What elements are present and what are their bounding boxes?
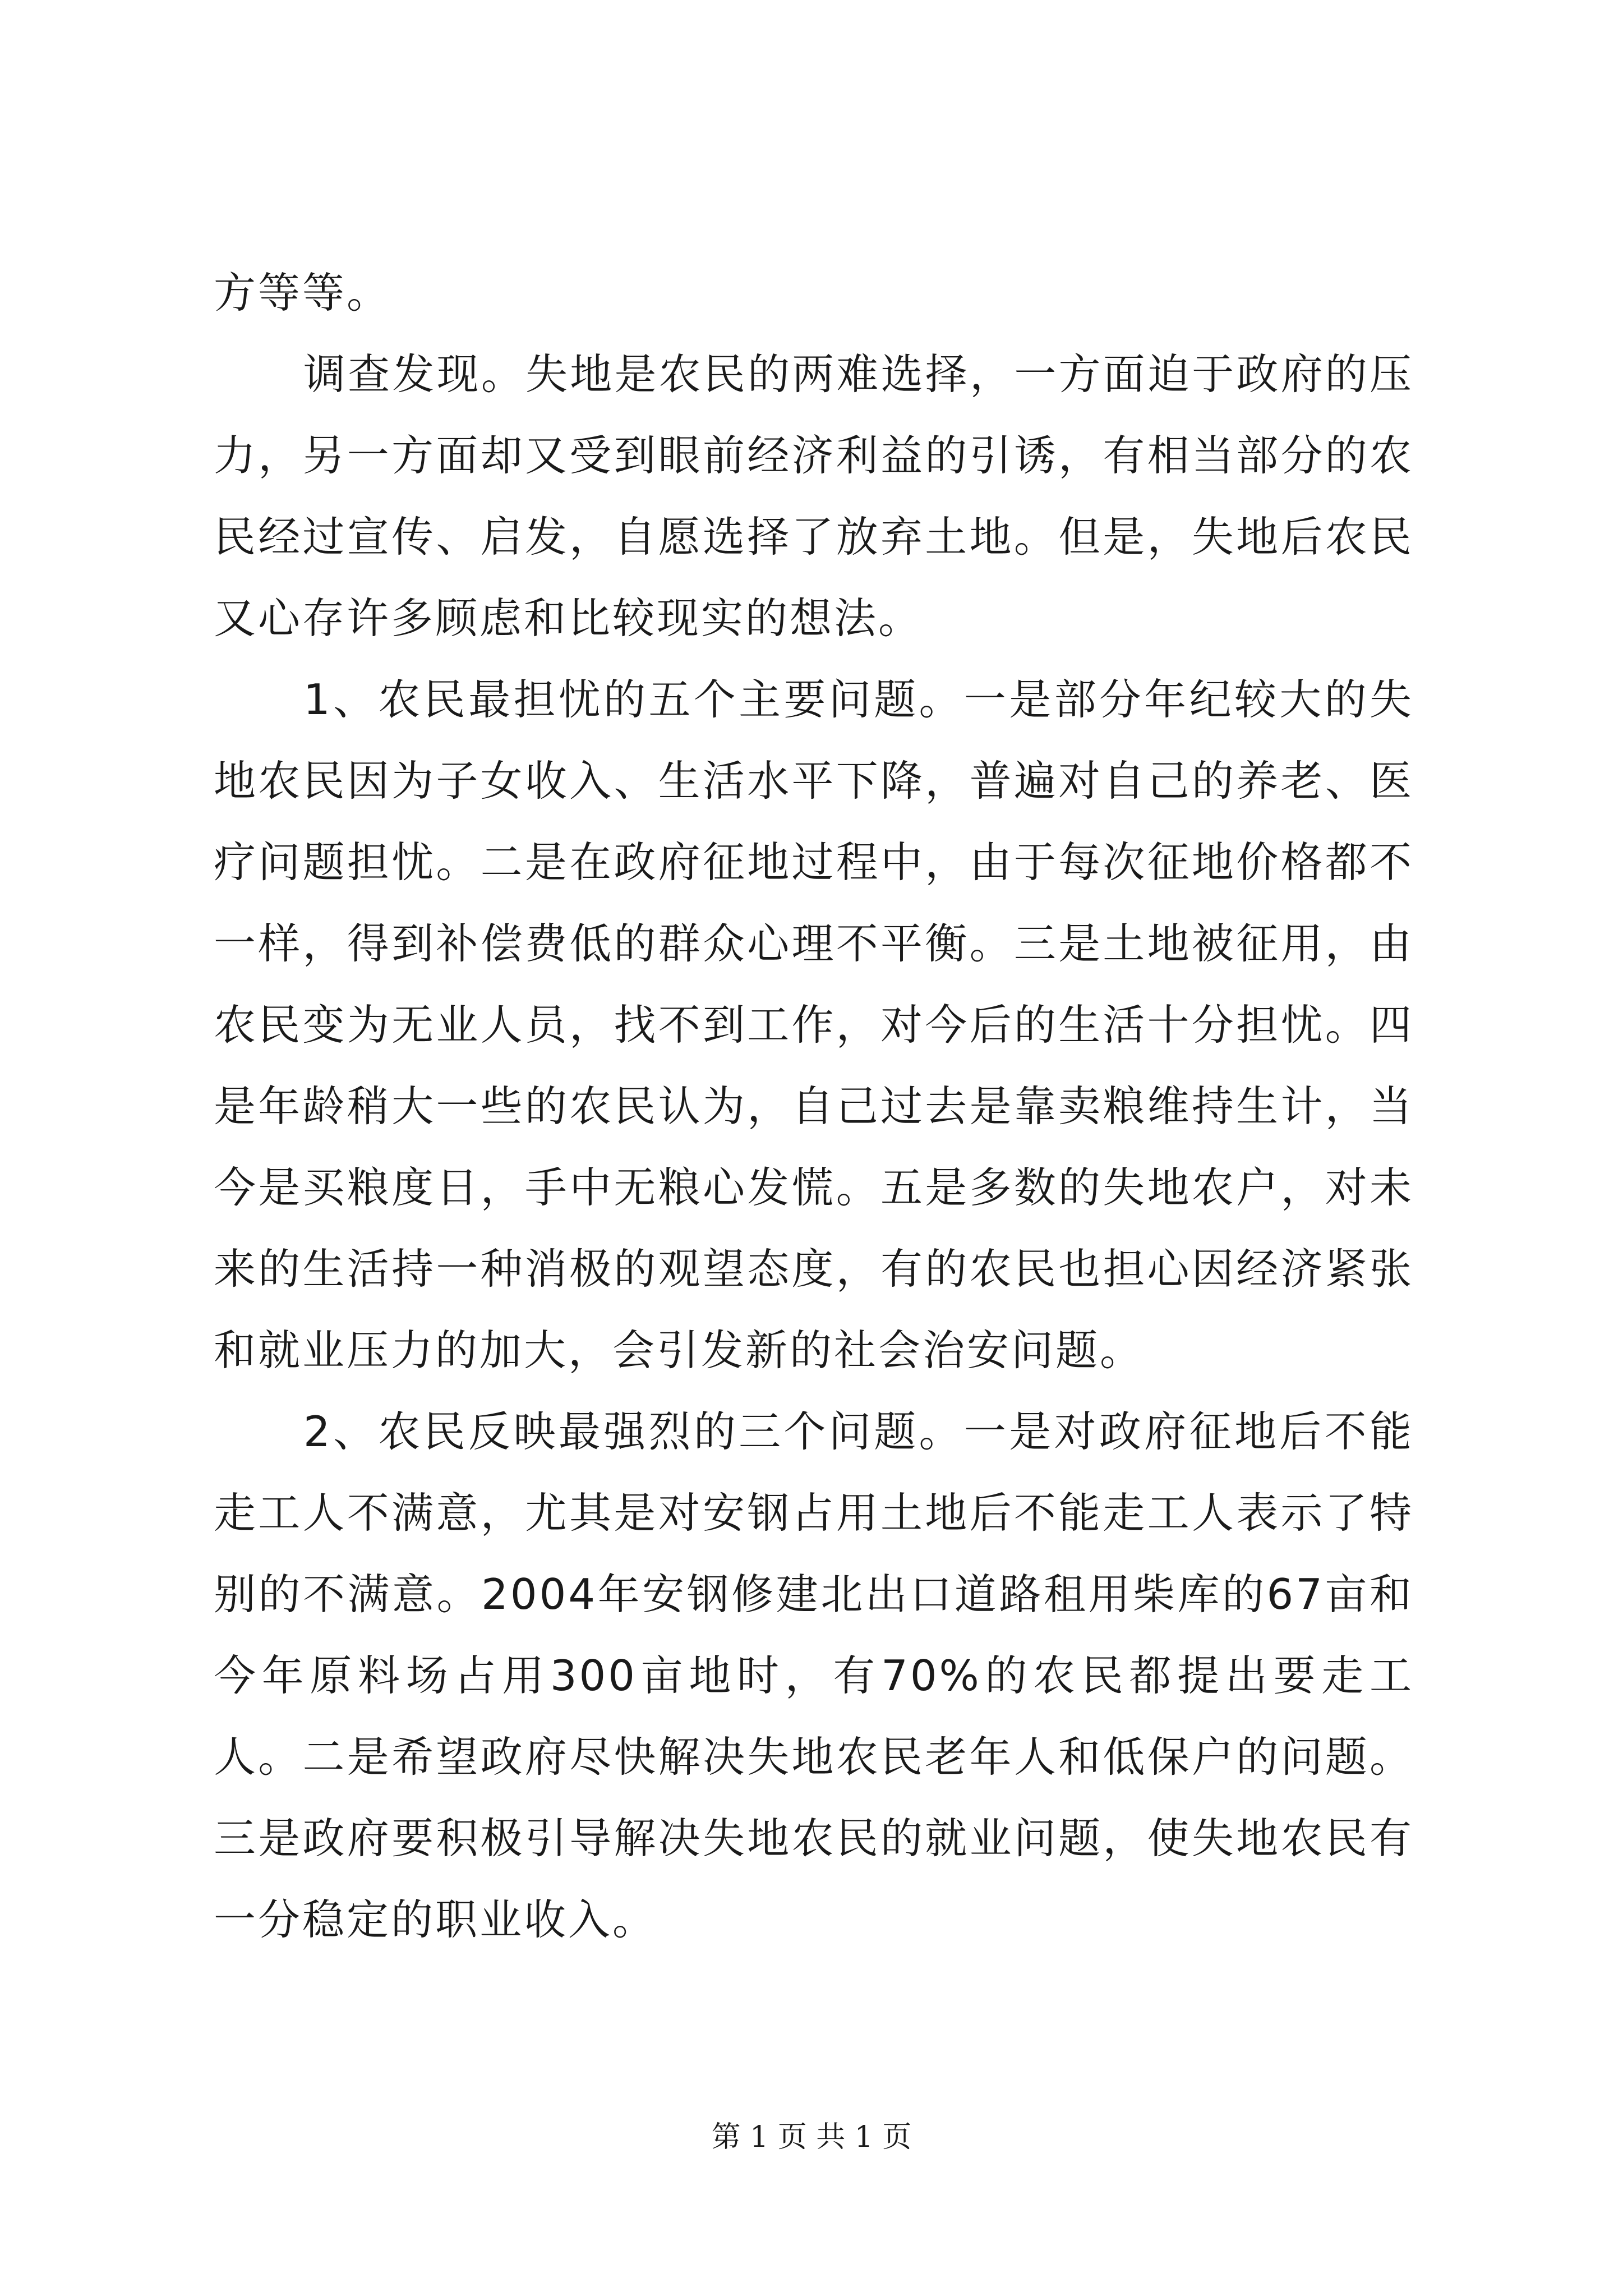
document-body [214,252,1414,1961]
paragraph-five-concerns: 1、农民最担忧的五个主要问题。一是部分年纪较大的失地农民因为子女收入、生活水平下降，普遍对自己的养老、医疗问题担忧。二是在政府征地过程中，由于每次征地价格都不一样，得到补偿费低的群众心理不平衡。三是土地被征用，由农民变为无业人员，找不到工作，对今后的生活十分担忧。四是年龄稍大一些的农民认为，自己过去是靠卖粮维持生计，当今是买粮度日，手中无粮心发慌。五是多数的失地农户，对未来的生活持一种消极的观望态度，有的农民也担心因经济紧张和就业压力的加大，会引发新的社会治安问题。 [214,675,1414,1375]
page-number-footer: 第 1 页 共 1 页 [711,2120,912,2154]
paragraph-survey-findings: 调查发现。失地是农民的两难选择，一方面迫于政府的压力，另一方面却又受到眼前经济利益的引诱，有相当部分的农民经过宣传、启发，自愿选择了放弃土地。但是，失地后农民又心存许多顾虑和比较现实的想法。 [214,349,1414,643]
paragraph-continuation: 方等等。 [214,268,391,318]
paragraph-three-issues: 2、农民反映最强烈的三个问题。一是对政府征地后不能走工人不满意，尤其是对安钢占用土地后不能走工人表示了特别的不满意。2004年安钢修建北出口道路租用柴库的67亩和今年原料场占用300亩地时，有70%的农民都提出要走工人。二是希望政府尽快解决失地农民老年人和低保户的问题。三是政府要积极引导解决失地农民的就业问题，使失地农民有一分稳定的职业收入。 [214,1407,1414,1944]
